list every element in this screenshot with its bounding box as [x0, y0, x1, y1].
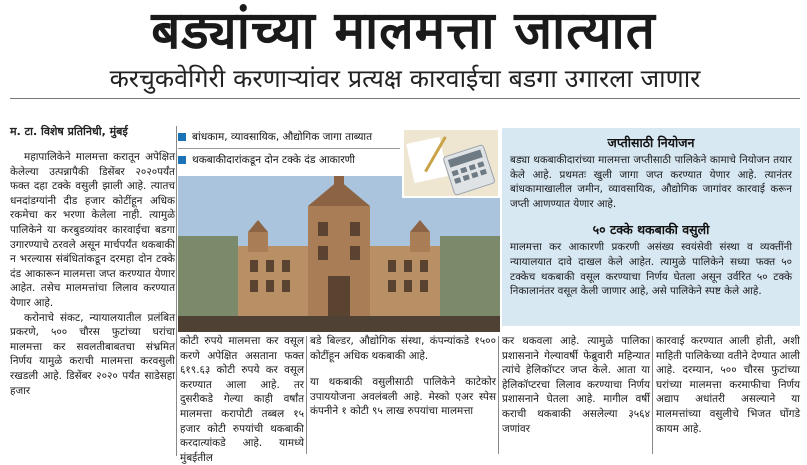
sidebar-text-seizure-plan: बड्या थकबाकीदारांच्या मालमत्ता जप्तीसाठी पालिकेने कामाचे नियोजन तयार केले आहे. प्रथमतः खुली जागा जप्त करण्यात येणार आहे. त्यानंतर बांधकामाखालील जमीन, व्यावसायिक, औद्योगिक जागांवर कारवाई करून जप्ती आणण्यात येणार आहे. [510, 154, 792, 210]
bullet-item [178, 151, 400, 169]
bottom-column-4: कारवाई करण्यात आली होती, अशी माहिती पालिकेच्या वतीने देण्यात आली आहे. दरम्यान, ५०० चौरस फुटांच्या घरांच्या मालमत्ता करमाफीचा निर्णय अद्याप अधांतरी असल्याने या मालमत्तांच्या वसुलीचे भिजत घोंगडे कायम आहे. [656, 335, 800, 435]
calculator-icon [404, 130, 498, 196]
subheadline: करचुकवेगिरी करणाऱ्यांवर प्रत्यक्ष कारवाईचा बडगा उगारला जाणार [109, 64, 701, 93]
square-bullet-icon [178, 156, 186, 164]
divider [178, 148, 400, 149]
left-paragraph-2: करोनाचे संकट, न्यायालयातील प्रलंबित प्रकरणे, ५०० चौरस फुटांच्या घरांचा मालमत्ता कर सवलतीबाबतचा संभ्रमित निर्णय यामुळे कराची मालमत्ता करवसुली रखडली आहे. डिसेंबर २०२० पर्यंत साडेसहा हजार [10, 311, 175, 397]
bullet-text: बांधकाम, व्यावसायिक, औद्योगिक जागा ताब्यात [192, 131, 373, 143]
left-paragraph-1: महापालिकेने मालमत्ता करातून अपेक्षित केलेल्या उत्पन्नापैकी डिसेंबर २०२०पर्यंत फक्त दहा टक्के वसुली झाली आहे. त्यातच धनदांडग्यांनी दीड हजार कोटींहून अधिक रकमेचा कर भरणा केलेला नाही. त्यामुळे पालिकेने या करबुडव्यांवर कारवाईचा बडगा उगारण्याचे ठरवले असून मार्चपर्यंत थकबाकी न भरल्यास संबंधितांकडून दरमहा दोन टक्के दंड आकारून मालमत्ता जप्त करण्यात येणार आहेत. तसेच मालमत्तांचा लिलाव करण्यात येणार आहे. [10, 151, 175, 309]
byline: म. टा. विशेष प्रतिनिधी, मुंबई [10, 125, 128, 138]
bottom-column-1: कोटी रुपये मालमत्ता कर वसूल करणे अपेक्षित असताना फक्त ६१९.६३ कोटी रुपये कर वसूल करण्यात आला आहे. तर दुसरीकडे गेल्या काही वर्षांत मालमत्ता करापोटी तब्बल १५ हजार कोटी रुपयांची थकबाकी करदात्यांकडे आहे. यामध्ये मुंबईतील [180, 335, 304, 464]
highlight-bullets [178, 128, 400, 174]
bullet-item [178, 128, 400, 146]
bottom-column-2 [310, 334, 496, 456]
headline: बड्यांच्या मालमत्ता जात्यात [151, 1, 656, 61]
column-divider [176, 126, 177, 456]
bottom-column-2b: या थकबाकी वसुलीसाठी पालिकेने काटेकोर उपाययोजना अवलंबली आहे. मेस्को एअर स्पेस कंपनीने १ कोटी ९५ लाख रुपयांचा मालमत्ता [310, 376, 496, 418]
left-column [10, 150, 175, 455]
calculator-photo [402, 128, 500, 198]
bottom-column-2a: बडे बिल्डर, औद्योगिक संस्था, कंपन्यांकडे १५०० कोटींहून अधिक थकबाकी आहे. [310, 335, 496, 362]
sidebar-text-recovery: मालमत्ता कर आकारणी प्रकरणी असंख्य स्वयंसेवी संस्था व व्यक्तींनी न्यायालयात दावे दाखल केले आहेत. त्यामुळे पालिकेने सध्या फक्त ५० टक्केच थकबाकी वसूल करण्याचा निर्णय घेतला असून उर्वरित ५० टक्के निकालानंतर वसूल केली जाणार आहे, असे पालिकेने स्पष्ट केले आहे. [510, 241, 792, 298]
column-divider [498, 336, 499, 454]
square-bullet-icon [178, 133, 186, 141]
sidebar-box [502, 128, 800, 326]
divider [10, 98, 800, 99]
column-divider [652, 336, 653, 454]
bottom-column-3: कर थकवला आहे. त्यामुळे पालिका प्रशासनाने गेल्यावर्षी फेब्रुवारी महिन्यात त्यांचे हेलिकॉप्टर जप्त केले. आता या हेलिकॉप्टरचा लिलाव करण्याचा निर्णय प्रशासनाने घेतला आहे. मागील वर्षी कराची थकबाकी असलेल्या ३५६४ जणांवर [502, 335, 650, 435]
column-divider [306, 336, 307, 454]
sidebar-title-recovery: ५० टक्के थकबाकी वसुली [592, 222, 710, 238]
sidebar-title-seizure-plan: जप्तीसाठी नियोजन [607, 135, 695, 150]
bullet-text: थकबाकीदारांकडून दोन टक्के दंड आकारणी [192, 154, 355, 166]
